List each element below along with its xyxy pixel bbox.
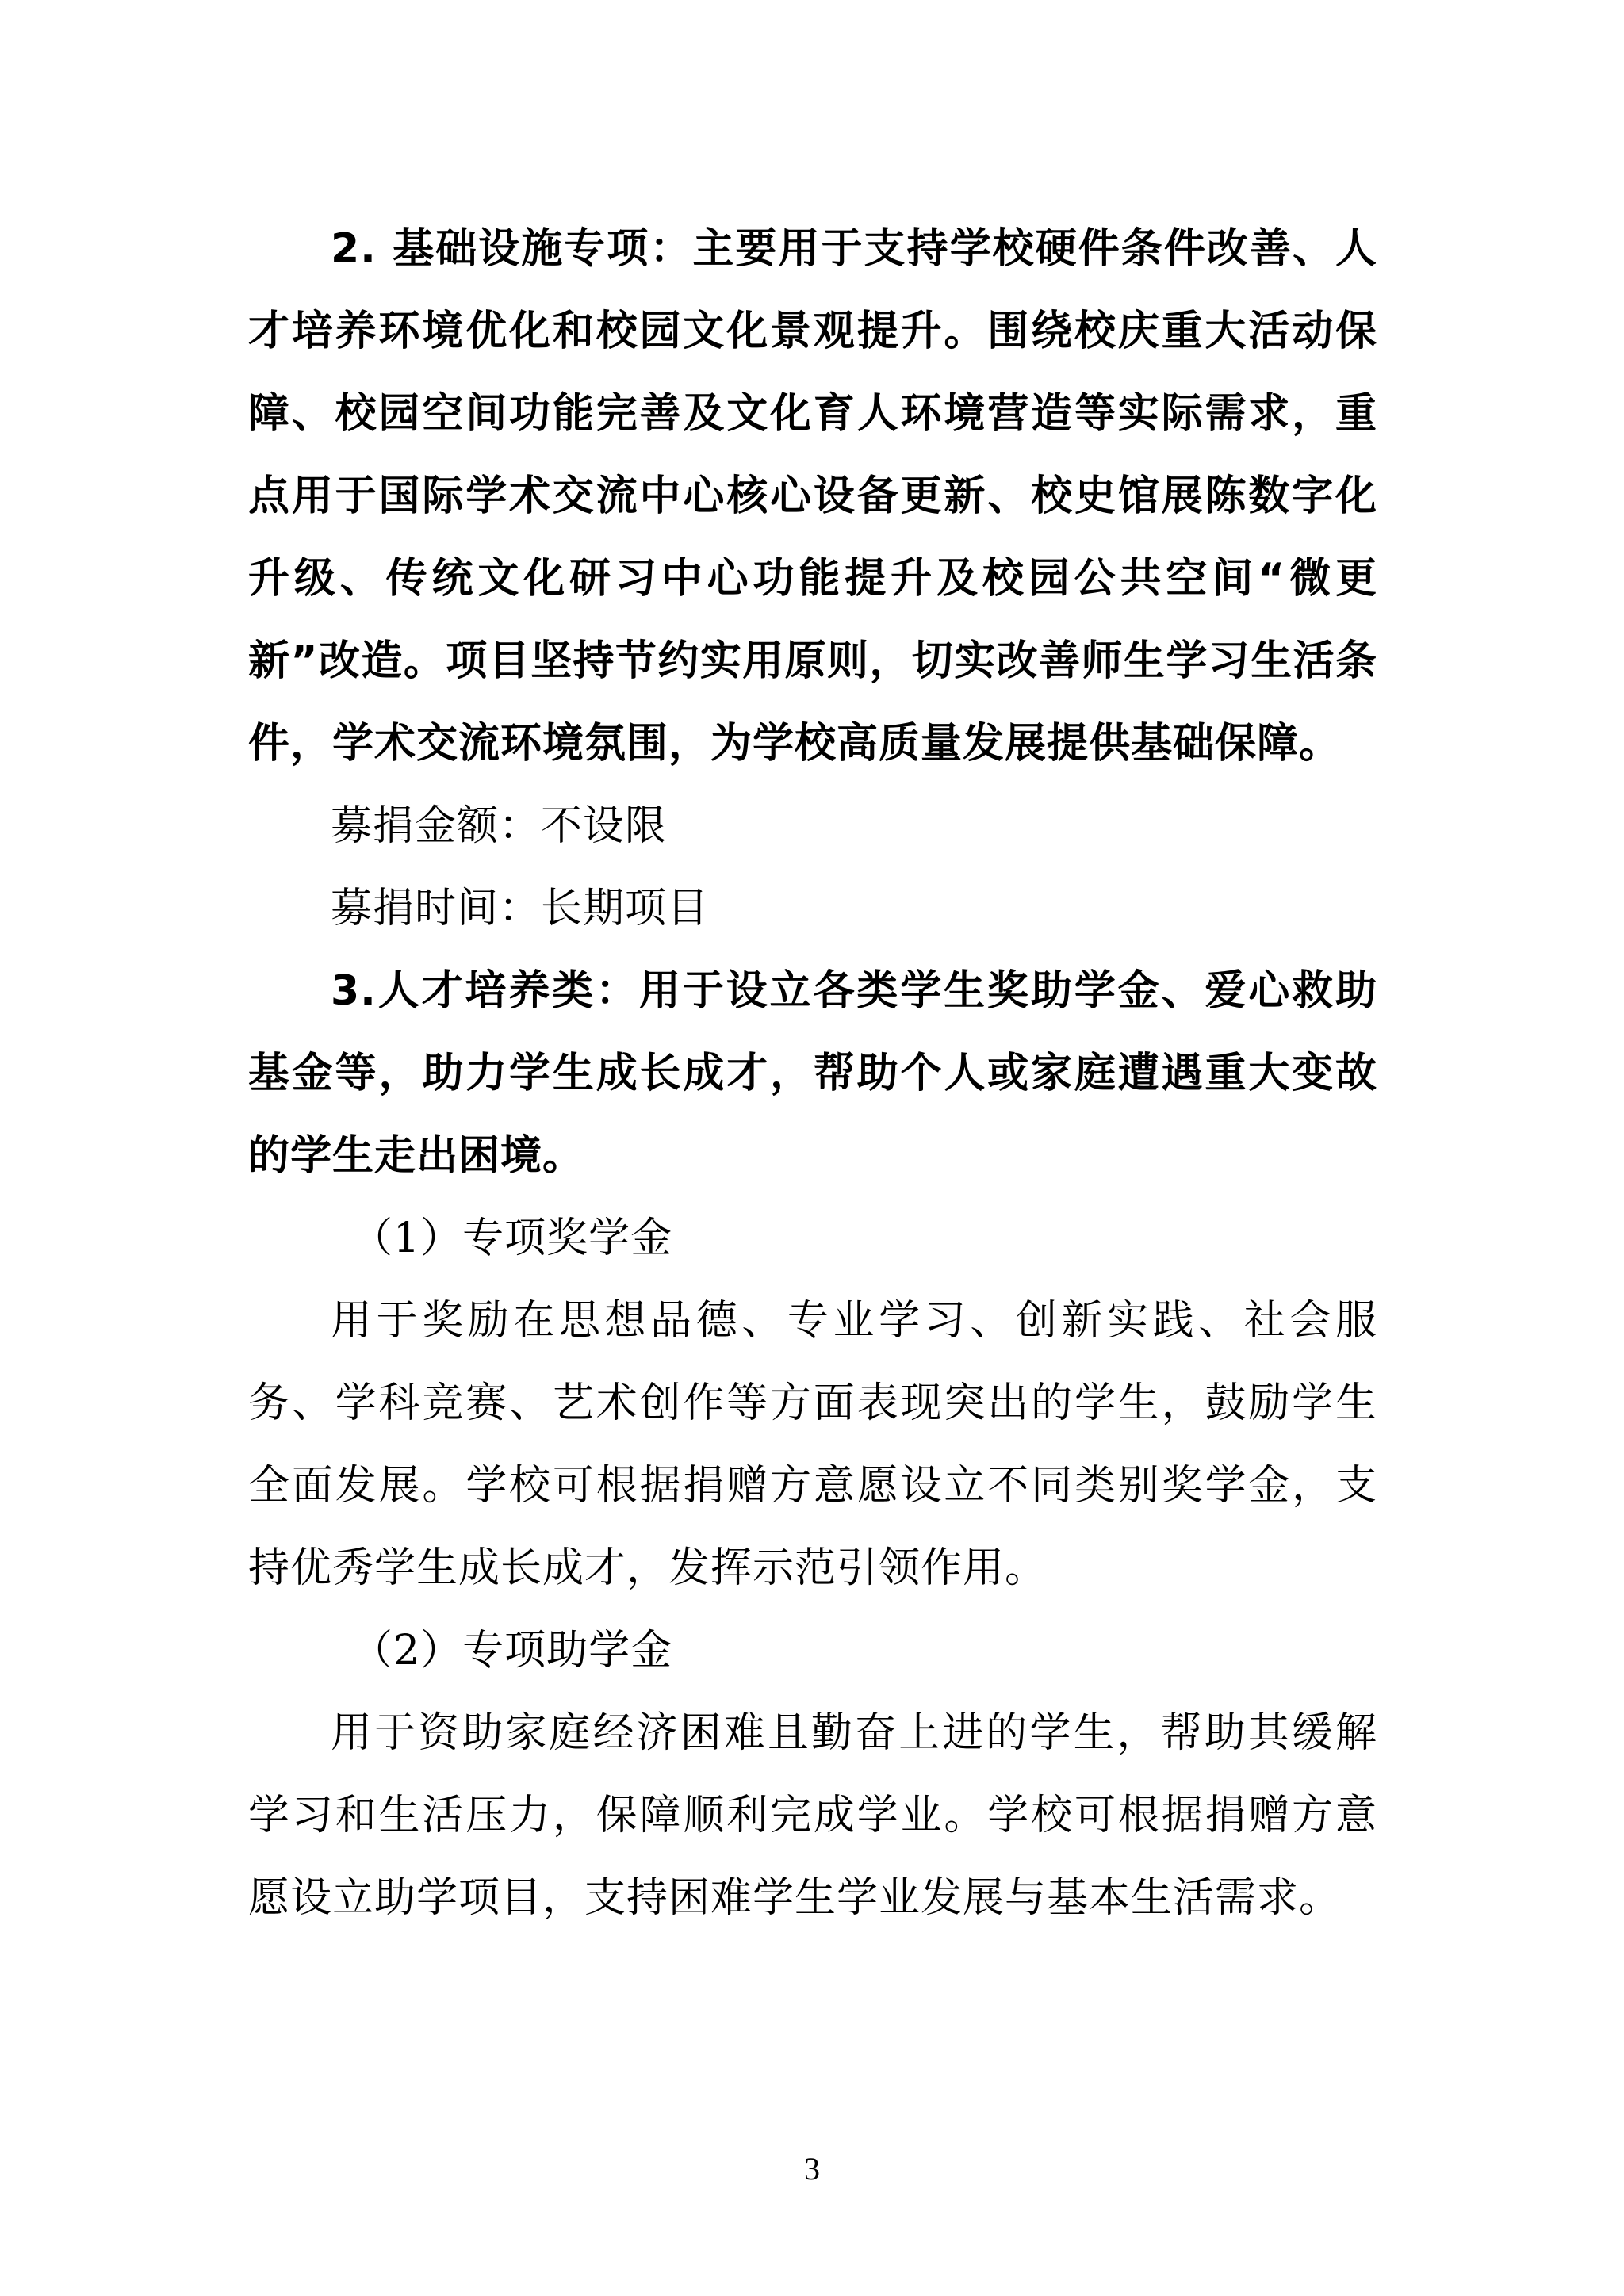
grant-heading: （2）专项助学金 — [351, 1627, 673, 1674]
scholarship-body-paragraph: 用于奖励在思想品德、专业学习、创新实践、社会服务、学科竞赛、艺术创作等方面表现突出的学生，鼓励学生全面发展。学校可根据捐赠方意愿设立不同类别奖学金，支持优秀学生成长成才，发挥示范引领作用。 — [248, 1297, 1377, 1592]
talent-section-paragraph: 3.人才培养类：用于设立各类学生奖助学金、爱心救助基金等，助力学生成长成才，帮助个人或家庭遭遇重大变故的学生走出困境。 — [248, 967, 1377, 1180]
donation-amount-line: 募捐金额：不设限 — [331, 802, 668, 850]
document-body — [248, 208, 1377, 1939]
scholarship-heading: （1）专项奖学金 — [351, 1215, 673, 1262]
infrastructure-section-paragraph: 2. 基础设施专项：主要用于支持学校硬件条件改善、人才培养环境优化和校园文化景观提升。围绕校庆重大活动保障、校园空间功能完善及文化育人环境营造等实际需求，重点用于国际学术交流中心核心设备更新、校史馆展陈数字化升级、传统文化研习中心功能提升及校园公共空间“微更新”改造。项目坚持节约实用原则，切实改善师生学习生活条件，学术交流环境氛围，为学校高质量发展提供基础保障。 — [248, 225, 1377, 767]
donation-time-line: 募捐时间：长期项目 — [331, 885, 710, 932]
page-number: 3 — [804, 2151, 820, 2187]
grant-body-paragraph: 用于资助家庭经济困难且勤奋上进的学生，帮助其缓解学习和生活压力，保障顺利完成学业。学校可根据捐赠方意愿设立助学项目，支持困难学生学业发展与基本生活需求。 — [248, 1709, 1377, 1922]
